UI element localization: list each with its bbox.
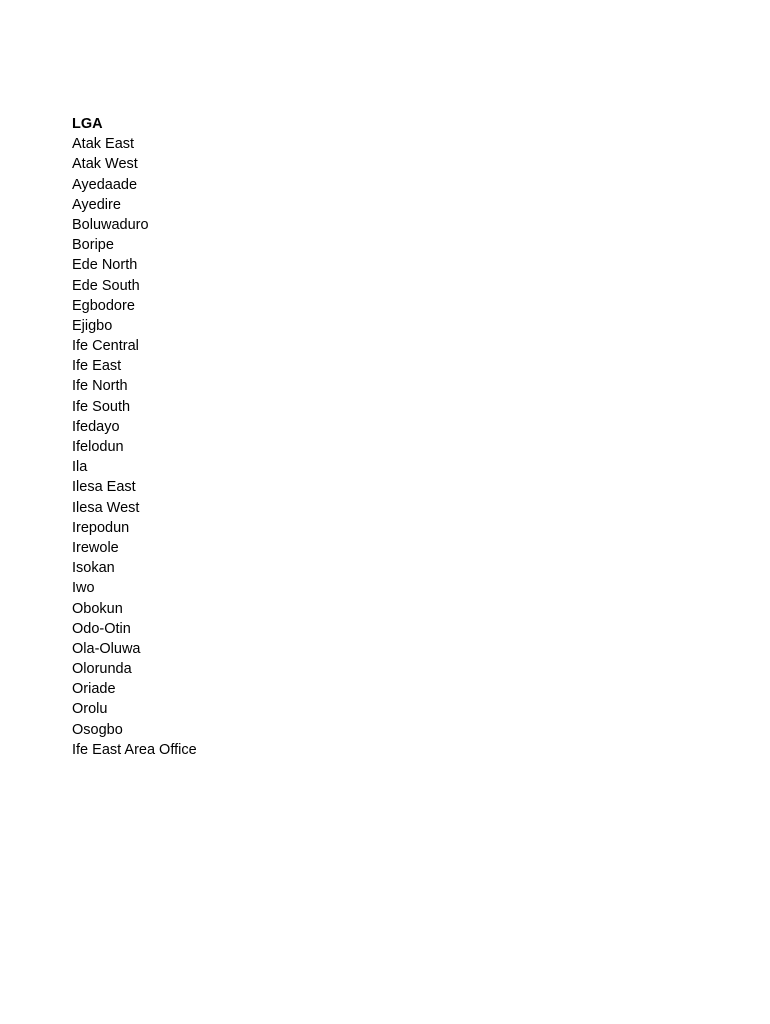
lga-item-ilesa-west: Ilesa West [72,499,140,516]
lga-item-atak-east: Atak East [72,136,135,153]
lga-item-ife-east-area-office: Ife East Area Office [72,741,197,758]
lga-item-olorunda: Olorunda [72,661,132,678]
lga-item-iwo: Iwo [72,580,95,597]
lga-item-ifedayo: Ifedayo [72,418,120,435]
lga-item-ejigbo: Ejigbo [72,317,113,334]
lga-item-ilesa-east: Ilesa East [72,479,136,496]
lga-item-ife-central: Ife Central [72,338,139,355]
lga-list [72,114,197,760]
lga-item-ife-north: Ife North [72,378,128,395]
lga-item-oriade: Oriade [72,681,116,698]
lga-item-ife-east: Ife East [72,358,122,375]
lga-item-atak-west: Atak West [72,156,138,173]
lga-item-ifelodun: Ifelodun [72,439,124,455]
lga-item-boripe: Boripe [72,237,114,254]
lga-item-obokun: Obokun [72,600,123,617]
lga-item-ede-north: Ede North [72,257,138,274]
lga-column-header: LGA [72,116,103,132]
lga-item-orolu: Orolu [72,701,108,718]
lga-item-boluwaduro: Boluwaduro [72,216,149,233]
lga-item-isokan: Isokan [72,560,115,577]
lga-item-ila: Ila [72,459,88,476]
lga-item-ayedire: Ayedire [72,196,121,213]
lga-item-osogbo: Osogbo [72,721,123,738]
lga-item-ife-south: Ife South [72,398,131,415]
lga-item-irepodun: Irepodun [72,519,130,536]
lga-item-ola-oluwa: Ola-Oluwa [72,640,141,657]
lga-item-odo-otin: Odo-Otin [72,620,131,637]
lga-item-irewole: Irewole [72,539,119,556]
lga-item-ayedaade: Ayedaade [72,176,138,193]
lga-item-ede-south: Ede South [72,277,140,294]
lga-item-egbodore: Egbodore [72,297,135,314]
